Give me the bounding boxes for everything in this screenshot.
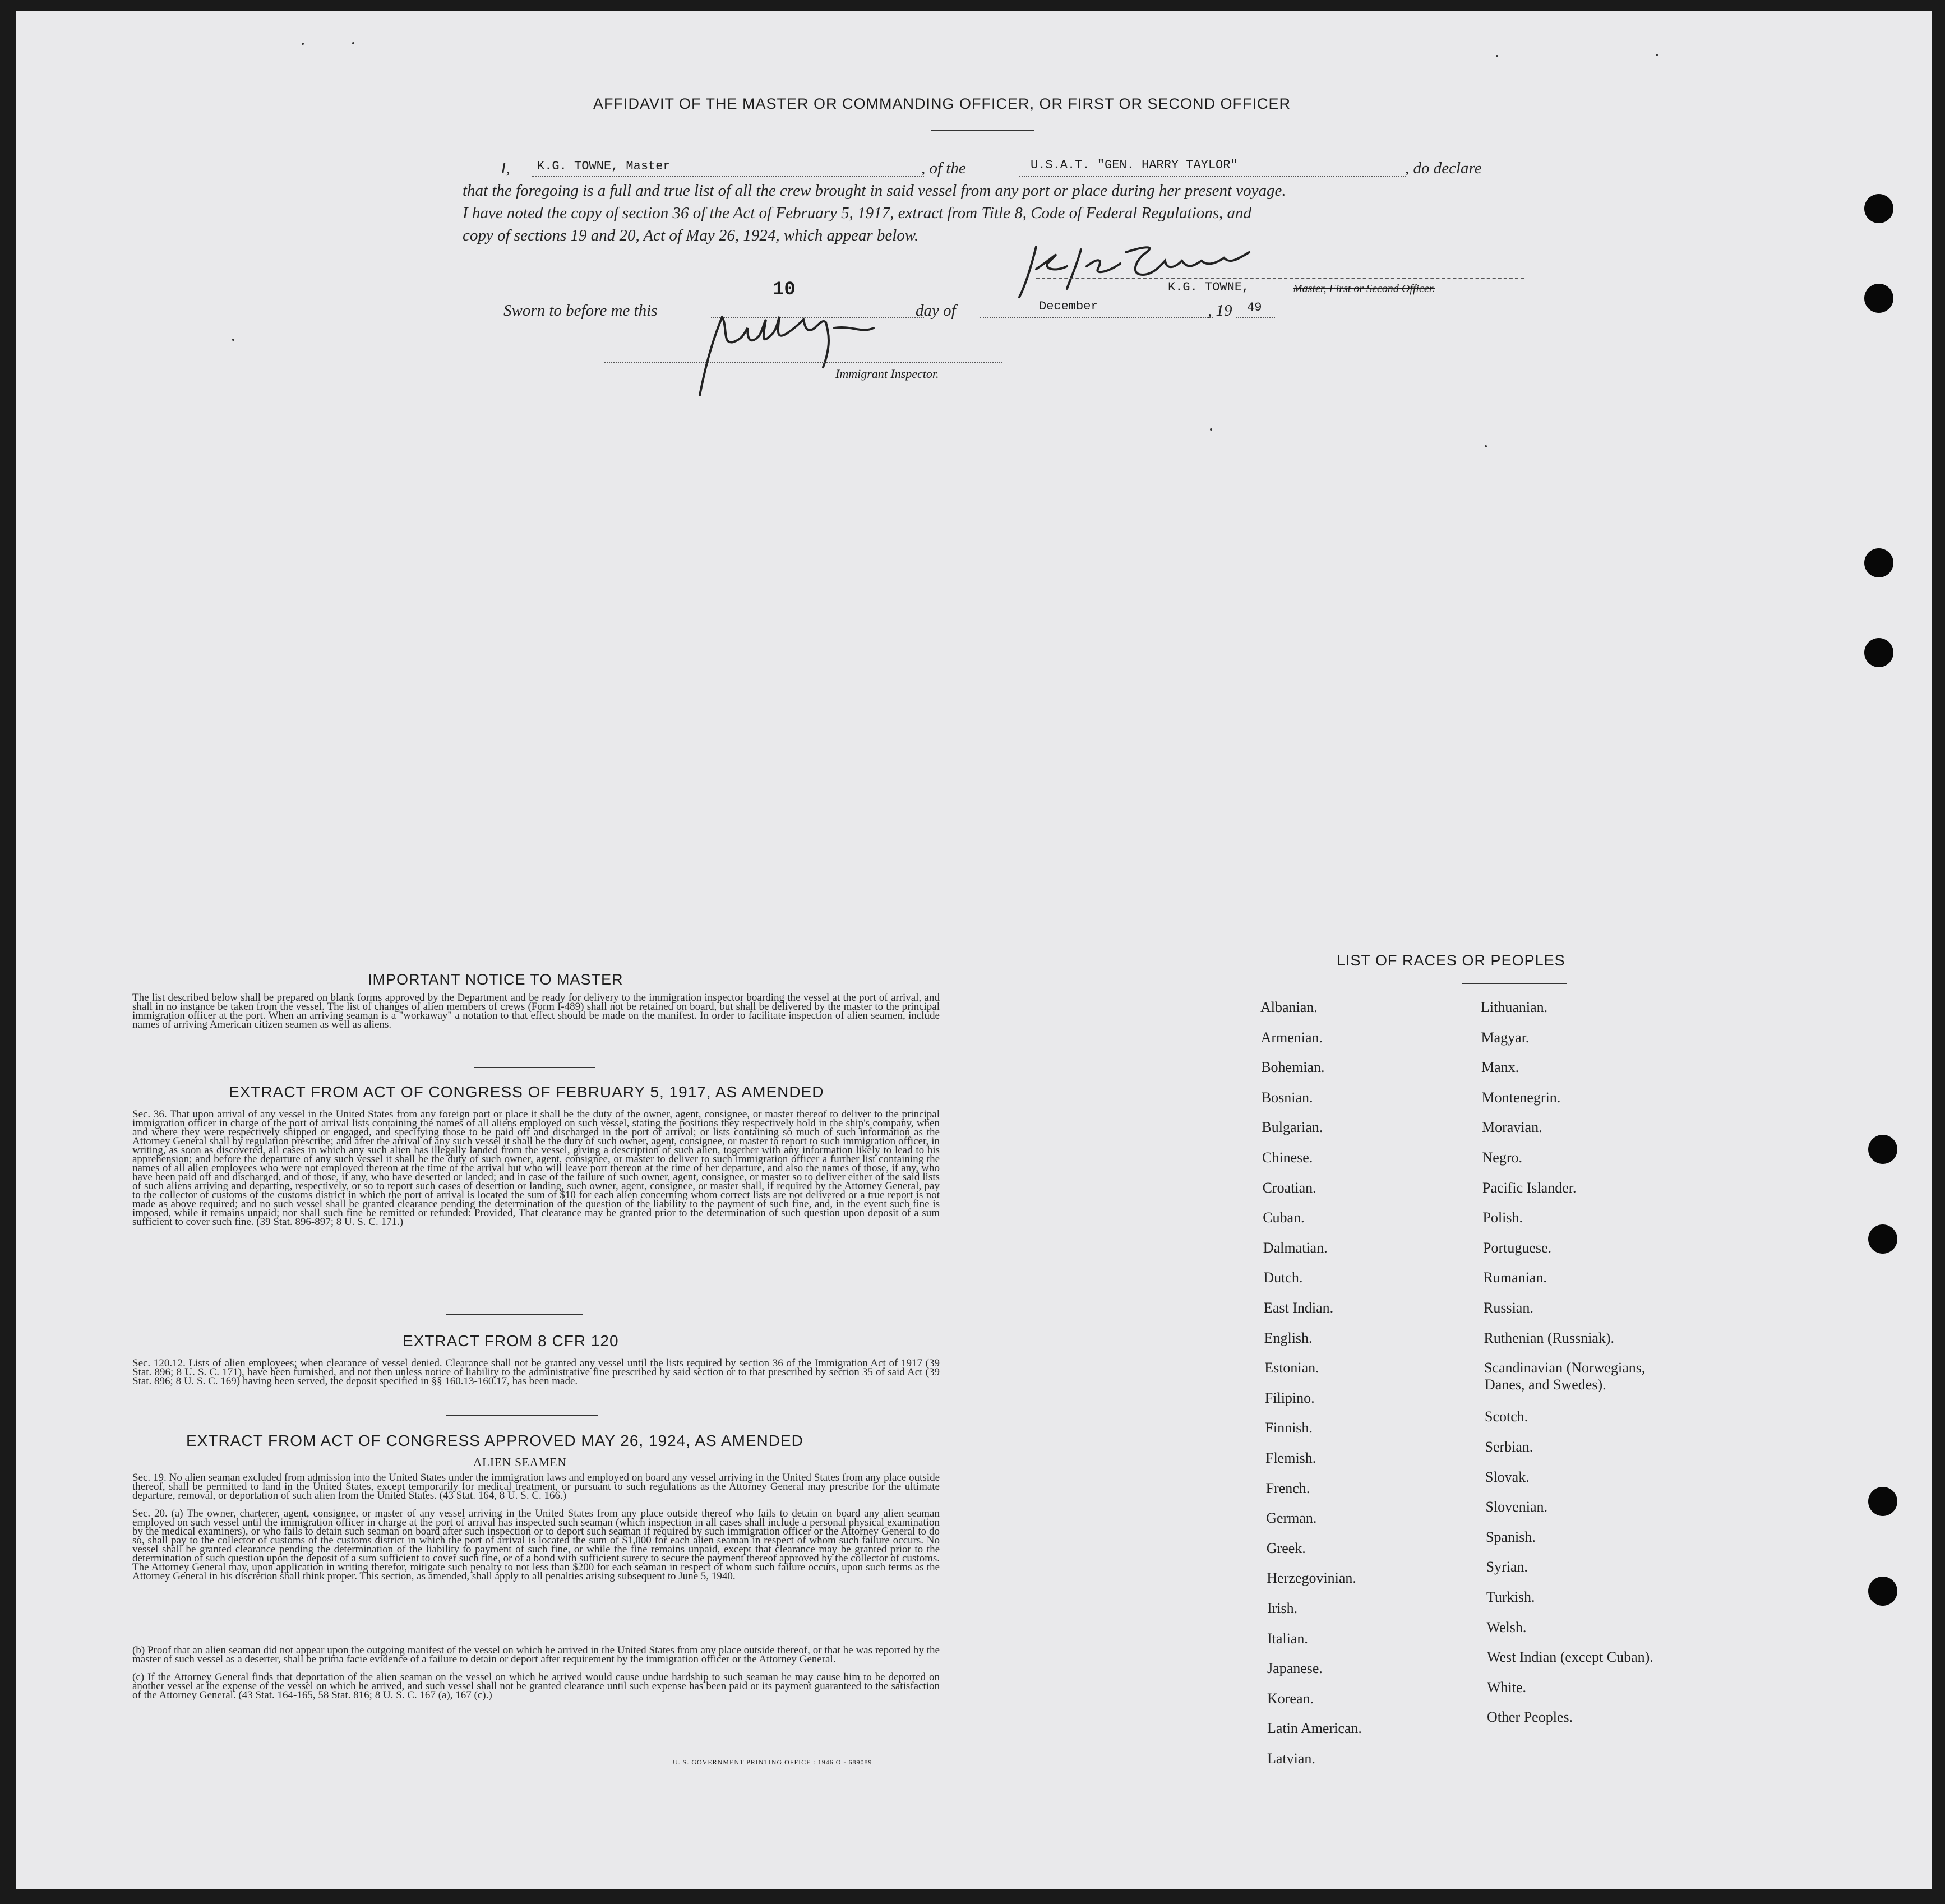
race-item: Russian. (1484, 1300, 1533, 1316)
race-item: Scandinavian (Norwegians, (1484, 1360, 1646, 1376)
race-item: Japanese. (1267, 1660, 1323, 1677)
race-item: Herzegovinian. (1267, 1570, 1356, 1587)
day-of-label: day of (916, 302, 956, 320)
speck (1210, 428, 1212, 431)
race-item: Irish. (1267, 1600, 1298, 1616)
declaration-line-2: that the foregoing is a full and true list of all the crew brought in said vessel from any port or place during her present voyage. (463, 182, 1286, 200)
race-item: Moravian. (1482, 1119, 1542, 1136)
punch-hole (1864, 638, 1893, 667)
race-item: Slovak. (1485, 1468, 1530, 1485)
extract-1924-p2: Sec. 20. (a) The owner, charterer, agent, consignee, or master of any vessel arriving in the United States from any place outside thereof who fails to detain on board any alien seaman employed on such vessel until the immigration officer in charge at the port of arrival has inspected such seaman (which inspection in all cases shall include a personal physical examination by the medical examiners), or who fails to detain such seaman on board after such inspection or to deport such seaman if required by such immigration officer or the Attorney General to do so, shall pay to the collector of customs of the customs district in which the port of arrival is located the sum of $1,000 for each alien seaman in respect of whom such failure occurs. No vessel shall be granted clearance pending the determination of the liability to payment of such fine, or while the fine remains unpaid, except that clearance may be granted prior to the determination of such question upon the deposit of a sum sufficient to cover such fine, or of a bond with sufficient surety to secure the payment thereof approved by the collector of customs. The Attorney General may, upon application in writing therefor, mitigate such penalty to not less than $200 for each seaman in respect of whom such failure occurs, upon such terms as the Attorney General in his discretion shall think proper. This section, as amended, shall apply to all penalties arising subsequent to June 5, 1940. (132, 1508, 940, 1582)
notice-text: The list described below shall be prepared on blank forms approved by the Department and be ready for delivery to the immigration inspector boarding the vessel at the port of arrival, and shall in no instance be taken from the vessel. The list of changes of alien members of crews (Form I-489) shall not be retained on board, but shall be delivered by the master to the principal immigration officer at the port. When an arriving seaman is a "workaway" a notation to that effect should be made on the manifest. In order to facilitate inspection of alien seamen, include names of arriving American citizen seamen as well as aliens. (132, 992, 940, 1030)
speck (1485, 445, 1487, 447)
race-item: Danes, and Swedes). (1485, 1376, 1606, 1393)
affidavit-heading: AFFIDAVIT OF THE MASTER OR COMMANDING OFFICER, OR FIRST OR SECOND OFFICER (593, 95, 1291, 112)
extract-1924-p1: Sec. 19. No alien seaman excluded from admission into the United States under the immigration laws and employed on board any vessel arriving in the United States from any place outside thereof, shall be permitted to land in the United States, except temporarily for medical treatment, or pursuant to such regulations as the Attorney General may prescribe for the ultimate departure, removal, or deportation of such alien from the United States. (43 Stat. 164, 8 U. S. C. 166.) (132, 1472, 940, 1501)
race-item: English. (1264, 1329, 1313, 1346)
extract-cfr-heading: EXTRACT FROM 8 CFR 120 (403, 1332, 619, 1350)
race-item: Welsh. (1486, 1619, 1527, 1635)
race-item: Negro. (1482, 1149, 1522, 1166)
race-item: Korean. (1267, 1690, 1314, 1707)
race-item: Latin American. (1267, 1720, 1362, 1737)
race-item: Chinese. (1262, 1149, 1313, 1166)
punch-hole (1864, 548, 1893, 577)
punch-hole (1868, 1224, 1897, 1254)
race-item: Montenegrin. (1481, 1089, 1561, 1106)
race-item: Scotch. (1485, 1408, 1528, 1425)
punch-hole (1868, 1135, 1897, 1164)
declaration-line-1 (501, 159, 510, 178)
year-dotline (1236, 317, 1275, 318)
speck (232, 339, 234, 341)
punch-hole (1868, 1577, 1897, 1606)
name-dotline (532, 176, 924, 177)
section-rule (446, 1314, 583, 1315)
race-item: Greek. (1266, 1540, 1306, 1556)
race-item: Pacific Islander. (1482, 1179, 1577, 1196)
master-signature-dotline (1036, 278, 1524, 279)
race-item: Estonian. (1264, 1360, 1319, 1376)
inspector-signature (689, 311, 935, 401)
races-heading-rule (1462, 983, 1567, 984)
extract-cfr-text: Sec. 120.12. Lists of alien employees; when clearance of vessel denied. Clearance shall not be granted any vessel until the lists required by section 36 of the Immigration Act of 1917 (39 Stat. 896; 8 U. S. C. 171), have been furnished, and not then unless notice of liability to the administrative fine prescribed by said section or to that prescribed by section 35 of said Act (39 Stat. 896; 8 U. S. C. 169) having been served, the deposit specified in §§ 160.13-160.17, has been made. (132, 1357, 940, 1387)
race-item: Albanian. (1260, 999, 1318, 1015)
extract-1917-text: Sec. 36. That upon arrival of any vessel in the United States from any foreign port or place it shall be the duty of the owner, agent, consignee, or master thereof to deliver to the principal immigration officer in charge of the port of arrival lists containing the names of all aliens employed on such vessel, stating the positions they respectively hold in the ship's company, when and where they were respectively shipped or engaged, and specifying those to be paid off and discharged in the port of arrival; or lists containing so much of such information as the Attorney General shall by regulation prescribe; and after the arrival of any such vessel it shall be the duty of such owner, agent, consignee, or master to report to such immigration officer, in writing, as soon as discovered, all cases in which any such alien has illegally landed from the vessel, giving a description of such alien, together with any information likely to lead to his apprehension; and before the departure of any such vessel it shall be the duty of such owner, agent, consignee, or master to deliver to such immigration officer a further list containing the names of all alien employees who were not employed thereon at the time of the arrival but who will leave port thereon at the time of her departure, and also the names of those, if any, who have been paid off and discharged, and of those, if any, who have deserted or landed; and in case of the failure of such owner, agent, consignee, or master so to deliver either of the said lists of such aliens arriving and departing, respectively, or so to report such cases of desertion or landing, such owner, agent, consignee, or master shall, if required by the Attorney General, pay to the collector of customs of the customs district in which the port of arrival is located the sum of $10 for each alien concerning whom correct lists are not delivered or a true report is not made as above required; and no such vessel shall be granted clearance pending the determination of the question of the liability to the payment of such fine, and, in the event such fine is imposed, while it remains unpaid; nor shall such fine be remitted or refunded: Provided, That clearance may be granted prior to the determination of such question upon deposit of a sum sufficient to cover such fine. (39 Stat. 896-897; 8 U. S. C. 171.) (132, 1108, 940, 1228)
inspector-label: Immigrant Inspector. (835, 367, 939, 381)
extract-1924-heading: EXTRACT FROM ACT OF CONGRESS APPROVED MAY 26, 1924, AS AMENDED (186, 1432, 803, 1449)
speck (1496, 55, 1498, 57)
race-item: East Indian. (1264, 1300, 1334, 1316)
month-dotline (980, 317, 1213, 318)
race-item: German. (1266, 1510, 1317, 1527)
race-item: Armenian. (1260, 1029, 1323, 1046)
master-name-typed: K.G. TOWNE, (1168, 280, 1250, 294)
speck (352, 42, 354, 44)
race-item: Bohemian. (1261, 1059, 1325, 1076)
declaration-line-3: I have noted the copy of section 36 of the Act of February 5, 1917, extract from Title 8, Code of Federal Regulations, and (463, 204, 1252, 222)
race-item: Finnish. (1265, 1420, 1313, 1436)
race-item: Lithuanian. (1481, 999, 1548, 1015)
inspector-dotline (604, 362, 1002, 363)
section-rule (474, 1067, 595, 1068)
race-item: Portuguese. (1483, 1239, 1552, 1256)
extract-1924-p3: (b) Proof that an alien seaman did not appear upon the outgoing manifest of the vessel on which he arrived in the United States from any place outside thereof, or that he was reported by the master of such vessel as a deserter, shall be prima facie evidence of a failure to detain or deport after requirement by the immigration officer or the Attorney General. (132, 1644, 940, 1665)
race-item: Turkish. (1486, 1589, 1535, 1605)
race-item: Italian. (1267, 1630, 1308, 1647)
month-fill: December (1039, 299, 1098, 313)
heading-rule (931, 130, 1034, 131)
race-item: Magyar. (1481, 1029, 1530, 1046)
printer-imprint: U. S. GOVERNMENT PRINTING OFFICE : 1946 O - 689089 (673, 1758, 872, 1766)
do-declare-text: , do declare (1405, 159, 1482, 177)
speck (1656, 54, 1658, 56)
race-item: Dutch. (1263, 1269, 1303, 1286)
race-item: French. (1265, 1480, 1310, 1496)
year-fill: 49 (1247, 301, 1262, 315)
master-title (1293, 283, 1435, 295)
speck (302, 43, 304, 45)
race-item: Dalmatian. (1263, 1239, 1328, 1256)
race-item: Slovenian. (1485, 1499, 1547, 1515)
section-rule (446, 1415, 598, 1416)
master-title-text: Master, First or Second Officer. (1293, 283, 1435, 295)
race-item: Manx. (1481, 1059, 1519, 1076)
year-prefix: , 19 (1208, 302, 1232, 320)
race-item: Filipino. (1264, 1389, 1315, 1406)
race-item: Other Peoples. (1487, 1709, 1573, 1726)
race-item: Bulgarian. (1262, 1119, 1323, 1136)
vessel-name-fill: U.S.A.T. "GEN. HARRY TAYLOR" (1031, 158, 1238, 172)
race-item: Polish. (1482, 1209, 1523, 1226)
sworn-label: Sworn to before me this (503, 302, 658, 320)
race-item: Croatian. (1262, 1179, 1316, 1196)
race-item: Latvian. (1267, 1750, 1315, 1767)
punch-hole (1864, 284, 1893, 313)
notice-heading: IMPORTANT NOTICE TO MASTER (368, 971, 623, 988)
race-item: West Indian (except Cuban). (1487, 1649, 1653, 1666)
race-item: Flemish. (1265, 1450, 1316, 1466)
extract-1924-p4: (c) If the Attorney General finds that deportation of the alien seaman on the vessel on which he arrived would cause undue hardship to such seaman he may cause him to be deported on another vessel at the expense of the vessel on which he arrived, and such vessel shall not be granted clearance until such expense has been paid or its payment guaranteed to the satisfaction of the Attorney General. (43 Stat. 164-165, 58 Stat. 816; 8 U. S. C. 167 (a), 167 (c).) (132, 1671, 940, 1701)
race-item: Syrian. (1486, 1559, 1528, 1575)
race-item: Ruthenian (Russniak). (1484, 1329, 1615, 1346)
of-the-text: , of the (921, 159, 966, 177)
punch-hole (1864, 194, 1893, 223)
race-item: White. (1487, 1679, 1527, 1695)
race-item: Serbian. (1485, 1439, 1533, 1455)
declaration-line-4: copy of sections 19 and 20, Act of May 26, 1924, which appear below. (463, 227, 919, 244)
text-i: I, (501, 159, 510, 177)
master-name-fill: K.G. TOWNE, Master (537, 159, 671, 173)
alien-seamen-subheading: ALIEN SEAMEN (473, 1455, 567, 1469)
day-fill: 10 (773, 279, 796, 301)
document-sheet (16, 11, 1932, 1889)
race-item: Bosnian. (1261, 1089, 1313, 1106)
races-heading: LIST OF RACES OR PEOPLES (1337, 952, 1565, 969)
extract-1917-heading: EXTRACT FROM ACT OF CONGRESS OF FEBRUARY 5, 1917, AS AMENDED (229, 1083, 824, 1101)
race-item: Spanish. (1486, 1528, 1536, 1545)
punch-hole (1868, 1487, 1897, 1516)
race-item: Cuban. (1263, 1209, 1305, 1226)
race-item: Rumanian. (1483, 1269, 1547, 1286)
vessel-dotline (1019, 176, 1406, 177)
